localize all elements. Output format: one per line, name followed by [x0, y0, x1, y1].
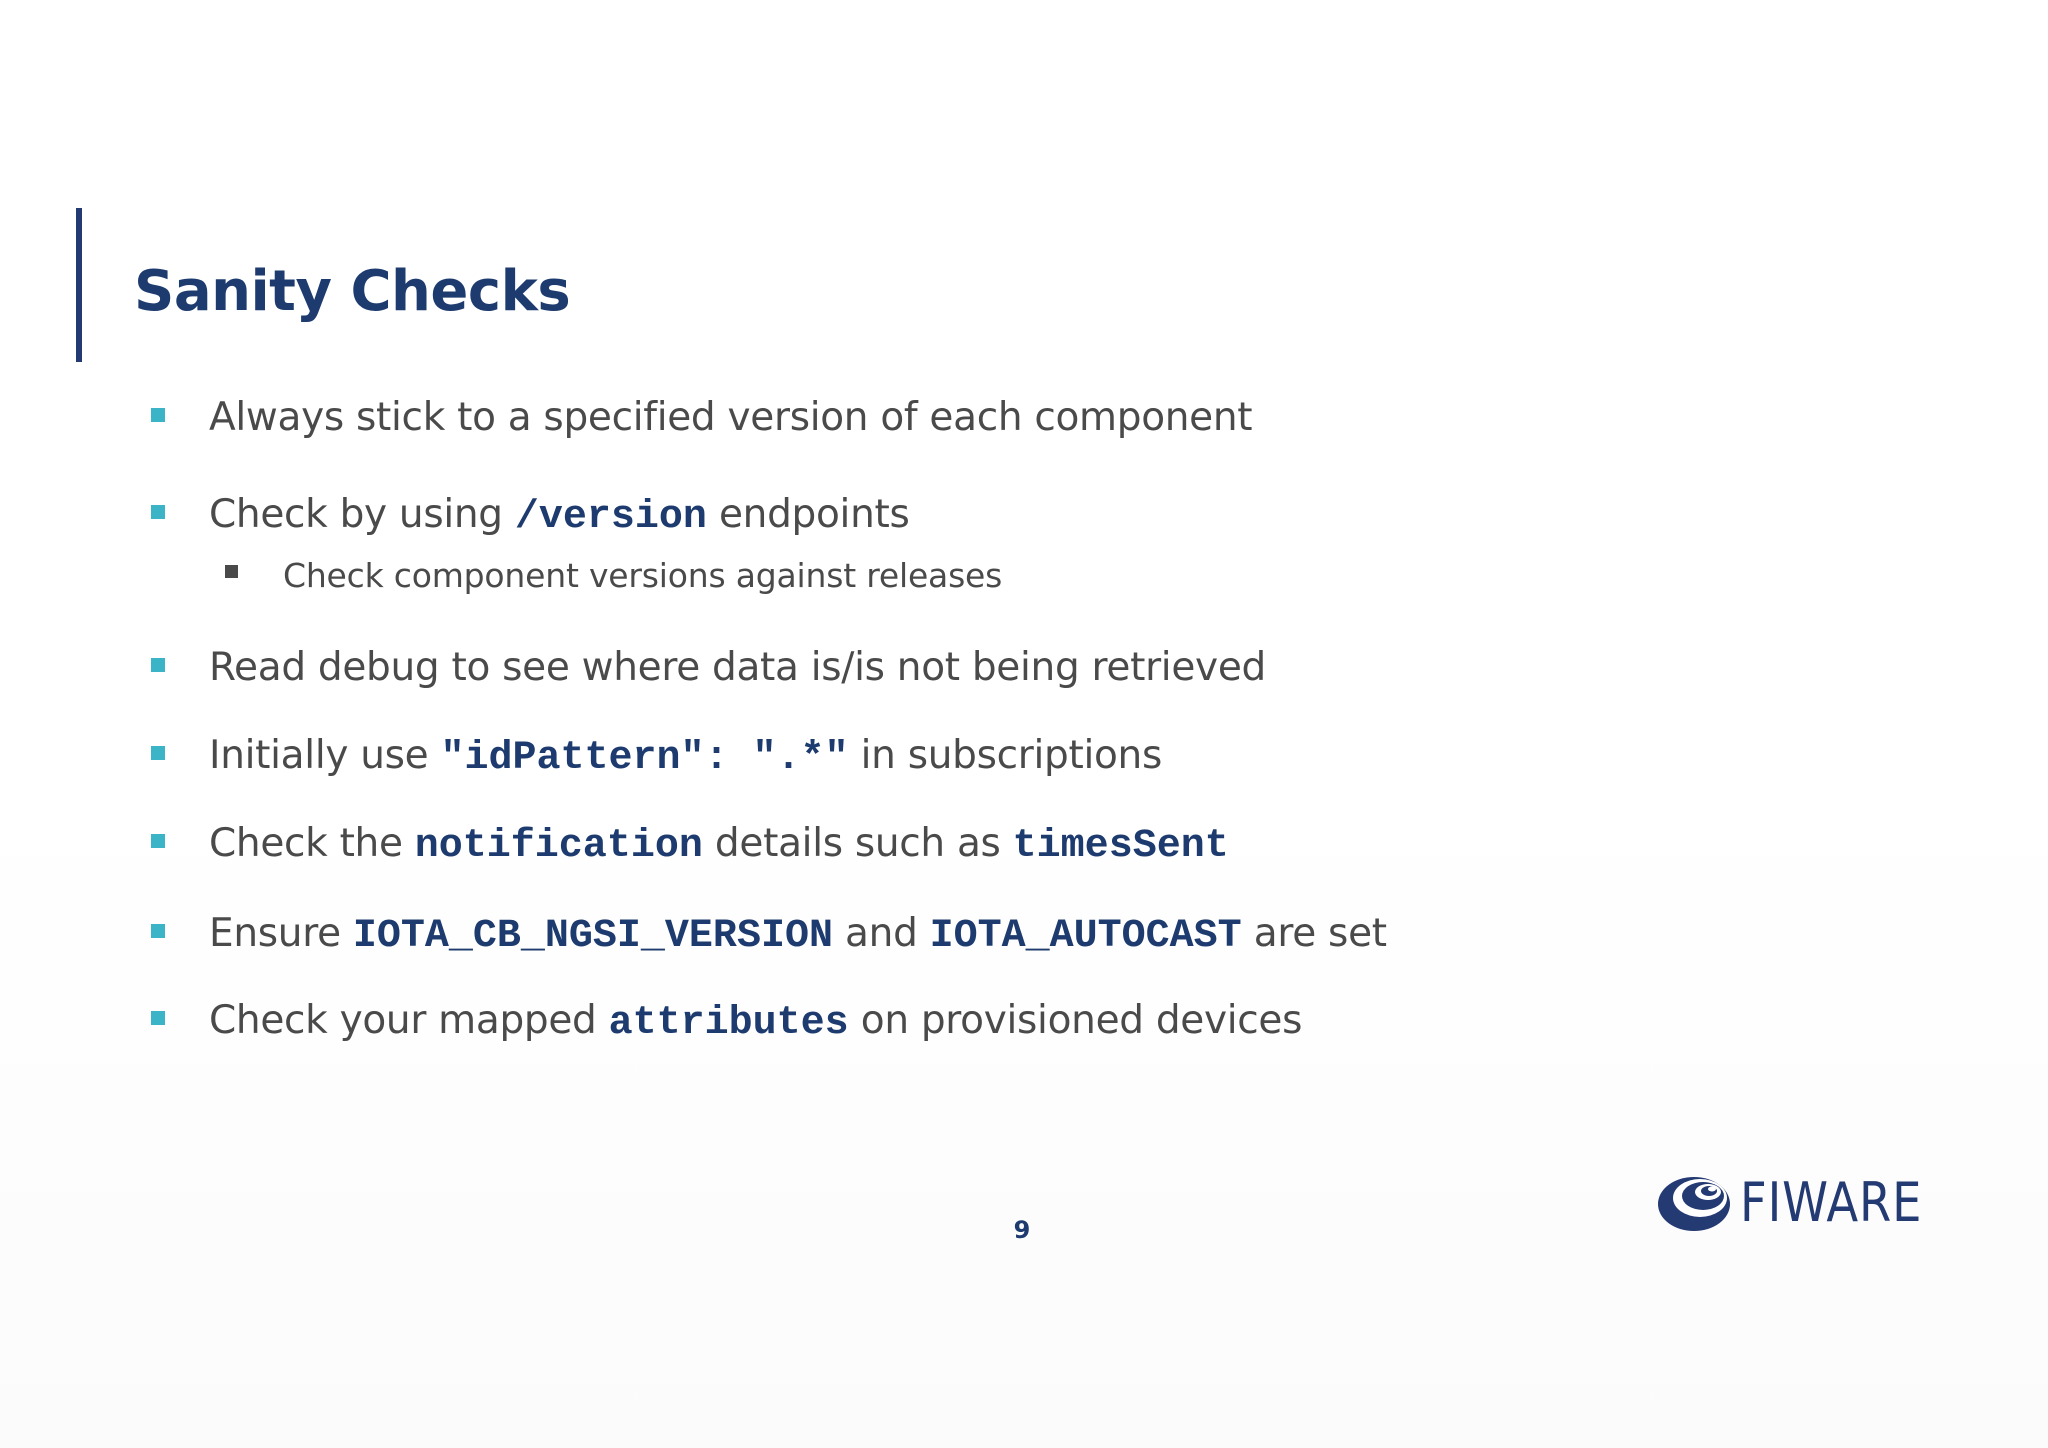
square-sub-bullet-icon [225, 565, 238, 578]
bullet-text: Always stick to a specified version of each component [209, 395, 1253, 440]
bullet-text-suffix: in subscriptions [848, 733, 1162, 778]
bullet-text-prefix: Check your mapped [209, 998, 609, 1043]
bullet-text: Read debug to see where data is/is not being retrieved [209, 645, 1266, 690]
page-number: 9 [1013, 1216, 1031, 1244]
inline-code: timesSent [1012, 824, 1229, 869]
square-bullet-icon [151, 658, 165, 672]
bullet-text-middle: and [832, 911, 930, 956]
inline-code: /version [514, 495, 707, 540]
square-bullet-icon [151, 1011, 165, 1025]
inline-code: notification [414, 824, 703, 869]
sub-bullet-text: Check component versions against releases [283, 556, 1003, 595]
bullet-text [209, 996, 1302, 1049]
bullet-text-prefix: Check by using [209, 492, 515, 537]
bullet-text [209, 731, 1162, 784]
inline-code: "idPattern": ".*" [440, 736, 849, 781]
square-bullet-icon [151, 408, 165, 422]
square-bullet-icon [151, 924, 165, 938]
bullet-text [209, 490, 910, 543]
bullet-text-suffix: endpoints [706, 492, 910, 537]
bullet-text [209, 819, 1229, 872]
bullet-text-prefix: Ensure [209, 911, 353, 956]
bullet-text-prefix: Check the [209, 821, 415, 866]
square-bullet-icon [151, 834, 165, 848]
square-bullet-icon [151, 746, 165, 760]
fiware-logo-text: FIWARE [1740, 1171, 1923, 1234]
fiware-swirl-icon [1656, 1170, 1736, 1234]
title-accent-bar [76, 208, 82, 362]
bullet-text-suffix: on provisioned devices [848, 998, 1303, 1043]
inline-code: IOTA_AUTOCAST [929, 914, 1242, 959]
bullet-text-prefix: Initially use [209, 733, 441, 778]
bullet-text-middle: details such as [702, 821, 1013, 866]
bullet-text [209, 909, 1387, 962]
bullet-text-suffix: are set [1241, 911, 1387, 956]
square-bullet-icon [151, 505, 165, 519]
inline-code: IOTA_CB_NGSI_VERSION [352, 914, 833, 959]
inline-code: attributes [608, 1001, 849, 1046]
fiware-logo [1656, 1168, 1924, 1238]
slide-title: Sanity Checks [134, 259, 571, 324]
